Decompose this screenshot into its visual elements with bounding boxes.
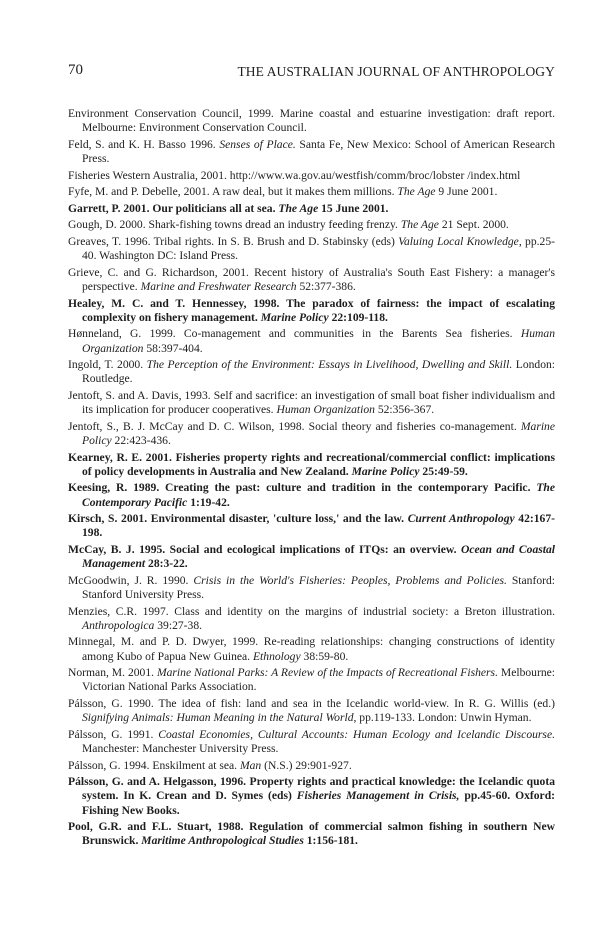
reference-title: Marine National Parks: A Review of the Impacts of Recreational Fishers. <box>156 666 498 680</box>
reference-entry <box>68 218 555 232</box>
reference-entry <box>68 666 555 694</box>
reference-text: Santa Fe, New Mexico: School of American Research Press. <box>82 137 556 165</box>
reference-entry <box>68 389 555 417</box>
reference-title: Current Anthropology <box>407 512 515 526</box>
reference-text: (N.S.) 29:901-927. <box>261 758 352 772</box>
reference-text: Jentoft, S. and A. Davis, 1993. Self and sacrifice: an investigation of small boat fisher individualism and its implication for producer cooperatives. <box>68 388 555 417</box>
reference-text: Norman, M. 2001. <box>68 666 157 680</box>
reference-list <box>68 107 555 851</box>
reference-text: Feld, S. and K. H. Basso 1996. <box>68 137 220 151</box>
reference-title: The Age <box>400 218 439 232</box>
reference-text: Greaves, T. 1996. Tribal rights. In S. B. Brush and D. Stabinsky (eds) <box>68 234 399 248</box>
reference-text: 9 June 2001. <box>435 185 498 199</box>
reference-text: Pool, G.R. and F.L. Stuart, 1988. Regulation of commercial salmon fishing in southern New Brunswick. <box>68 820 555 848</box>
reference-entry <box>68 728 555 756</box>
reference-title: Ethnology <box>252 649 301 663</box>
reference-title: Marine Policy <box>82 419 555 447</box>
reference-text: Stanford: Stanford University Press. <box>82 573 555 601</box>
reference-text: Kirsch, S. 2001. Environmental disaster, 'culture loss,' and the law. <box>68 512 408 526</box>
reference-text: McGoodwin, J. R. 1990. <box>68 573 194 587</box>
reference-text: Pálsson, G. 1994. Enskilment at sea. <box>68 758 240 772</box>
reference-text: Pálsson, G. 1991. <box>68 727 159 741</box>
reference-text: 22:109-118. <box>328 310 388 324</box>
reference-title: Coastal Economies, Cultural Accounts: Human Ecology and Icelandic Discourse. <box>158 727 555 741</box>
reference-text: 25:49-59. <box>419 464 468 478</box>
reference-title: The Age <box>397 185 436 199</box>
reference-text: Melbourne: Victorian National Parks Association. <box>82 666 555 694</box>
reference-text: Healey, M. C. and T. Hennessey, 1998. The paradox of fairness: the impact of escalating complexity on fishery management. <box>68 296 555 324</box>
reference-entry <box>68 605 555 633</box>
reference-text: Jentoft, S., B. J. McCay and D. C. Wilson, 1998. Social theory and fisheries co-management. <box>68 419 521 433</box>
reference-text: 28:3-22. <box>145 557 188 571</box>
reference-text: , pp.25-40. Washington DC: Island Press. <box>82 234 555 263</box>
reference-title: Ocean and Coastal Management <box>82 542 556 571</box>
reference-text: Menzies, C.R. 1997. Class and identity on the margins of industrial society: a Breton illustration. <box>68 604 555 618</box>
reference-title: Human Organization <box>276 403 375 417</box>
reference-entry <box>68 297 555 325</box>
reference-entry <box>68 358 555 386</box>
reference-text: 39:27-38. <box>154 618 203 632</box>
page-number: 70 <box>68 62 83 78</box>
reference-entry <box>68 138 555 166</box>
reference-entry <box>68 697 555 725</box>
reference-title: Senses of Place. <box>219 137 296 151</box>
reference-entry <box>68 543 555 571</box>
reference-title: Marine and Freshwater Research <box>140 279 297 293</box>
reference-text: Pálsson, G. and A. Helgasson, 1996. Property rights and practical knowledge: the Icelandic quota system. In K. Crean and D. Symes (eds) <box>68 775 555 803</box>
reference-text: Kearney, R. E. 2001. Fisheries property rights and recreational/commercial conflict: implications of policy developments in Australia and New Zealand. <box>68 450 555 478</box>
reference-entry <box>68 451 555 479</box>
reference-title: Valuing Local Knowledge <box>398 234 519 248</box>
reference-entry <box>68 635 555 663</box>
reference-text: 38:59-80. <box>300 649 349 663</box>
page-header <box>68 62 555 82</box>
reference-title: Human Organization <box>82 327 555 355</box>
reference-text: Ingold, T. 2000. <box>68 358 147 372</box>
reference-text: 15 June 2001. <box>318 201 389 215</box>
reference-text: Garrett, P. 2001. Our politicians all at sea. <box>68 201 279 215</box>
reference-entry <box>68 185 555 199</box>
reference-text: 42:167-198. <box>82 512 555 540</box>
reference-entry <box>68 481 555 509</box>
reference-title: The Perception of the Environment: Essays in Livelihood, Dwelling and Skill. <box>146 358 513 372</box>
reference-entry <box>68 512 555 540</box>
reference-entry <box>68 235 555 263</box>
reference-text: Manchester: Manchester University Press. <box>82 741 279 755</box>
reference-text: pp.119-133. London: Unwin Hyman. <box>356 711 532 725</box>
reference-title: The Age <box>278 201 319 215</box>
reference-text: Gough, D. 2000. Shark-fishing towns dread an industry feeding frenzy. <box>68 218 401 232</box>
reference-title: Marine Policy <box>260 310 329 324</box>
reference-text: London: Routledge. <box>82 358 556 386</box>
reference-entry <box>68 327 555 355</box>
reference-text: 52:356-367. <box>374 403 435 417</box>
reference-entry <box>68 169 555 183</box>
reference-title: Marine Policy <box>351 464 420 478</box>
reference-entry <box>68 420 555 448</box>
reference-entry <box>68 574 555 602</box>
reference-entry <box>68 759 555 773</box>
reference-title: The Contemporary Pacific <box>82 481 555 509</box>
reference-text: 21 Sept. 2000. <box>438 218 509 232</box>
reference-text: 58:397-404. <box>143 341 203 355</box>
reference-text: 1:156-181. <box>303 834 358 848</box>
reference-text: Environment Conservation Council, 1999. Marine coastal and estuarine investigation: draft report. Melbourne: Environment Conservation Council. <box>68 107 555 135</box>
reference-text: 52:377-386. <box>296 279 356 293</box>
reference-text: Keesing, R. 1989. Creating the past: culture and tradition in the contemporary Pacific. <box>68 481 537 495</box>
reference-text: Grieve, C. and G. Richardson, 2001. Recent history of Australia's South East Fishery: a manager's perspective. <box>68 265 555 293</box>
reference-entry <box>68 266 555 294</box>
reference-text: Hønneland, G. 1999. Co-management and communities in the Barents Sea fisheries. <box>68 327 521 341</box>
reference-title: Man <box>239 758 262 772</box>
reference-entry <box>68 775 555 818</box>
reference-title: Maritime Anthropological Studies <box>141 834 304 848</box>
running-title: THE AUSTRALIAN JOURNAL OF ANTHROPOLOGY <box>237 64 555 79</box>
reference-text: 1:19-42. <box>187 495 230 509</box>
reference-text: 22:423-436. <box>111 433 171 447</box>
reference-text: Minnegal, M. and P. D. Dwyer, 1999. Re-reading relationships: changing constructions of identity among Kubo of Papua New Guinea. <box>68 635 555 663</box>
reference-entry <box>68 202 555 216</box>
reference-text: Fisheries Western Australia, 2001. http://www.wa.gov.au/westfish/comm/broc/lobster /index.html <box>68 168 521 182</box>
reference-title: Signifying Animals: Human Meaning in the Natural World, <box>82 711 357 725</box>
reference-title: Fisheries Management in Crisis, <box>296 789 460 803</box>
reference-text: Fyfe, M. and P. Debelle, 2001. A raw deal, but it makes them millions. <box>68 185 398 199</box>
reference-title: Anthropologica <box>82 618 155 632</box>
reference-title: Crisis in the World's Fisheries: Peoples, Problems and Policies. <box>193 573 507 587</box>
reference-text: pp.45-60. Oxford: Fishing New Books. <box>82 789 556 817</box>
reference-entry <box>68 107 555 135</box>
reference-entry <box>68 820 555 848</box>
reference-text: McCay, B. J. 1995. Social and ecological implications of ITQs: an overview. <box>68 542 461 556</box>
reference-text: Pálsson, G. 1990. The idea of fish: land and sea in the Icelandic world-view. In R. G. Willis (ed.) <box>68 696 555 710</box>
